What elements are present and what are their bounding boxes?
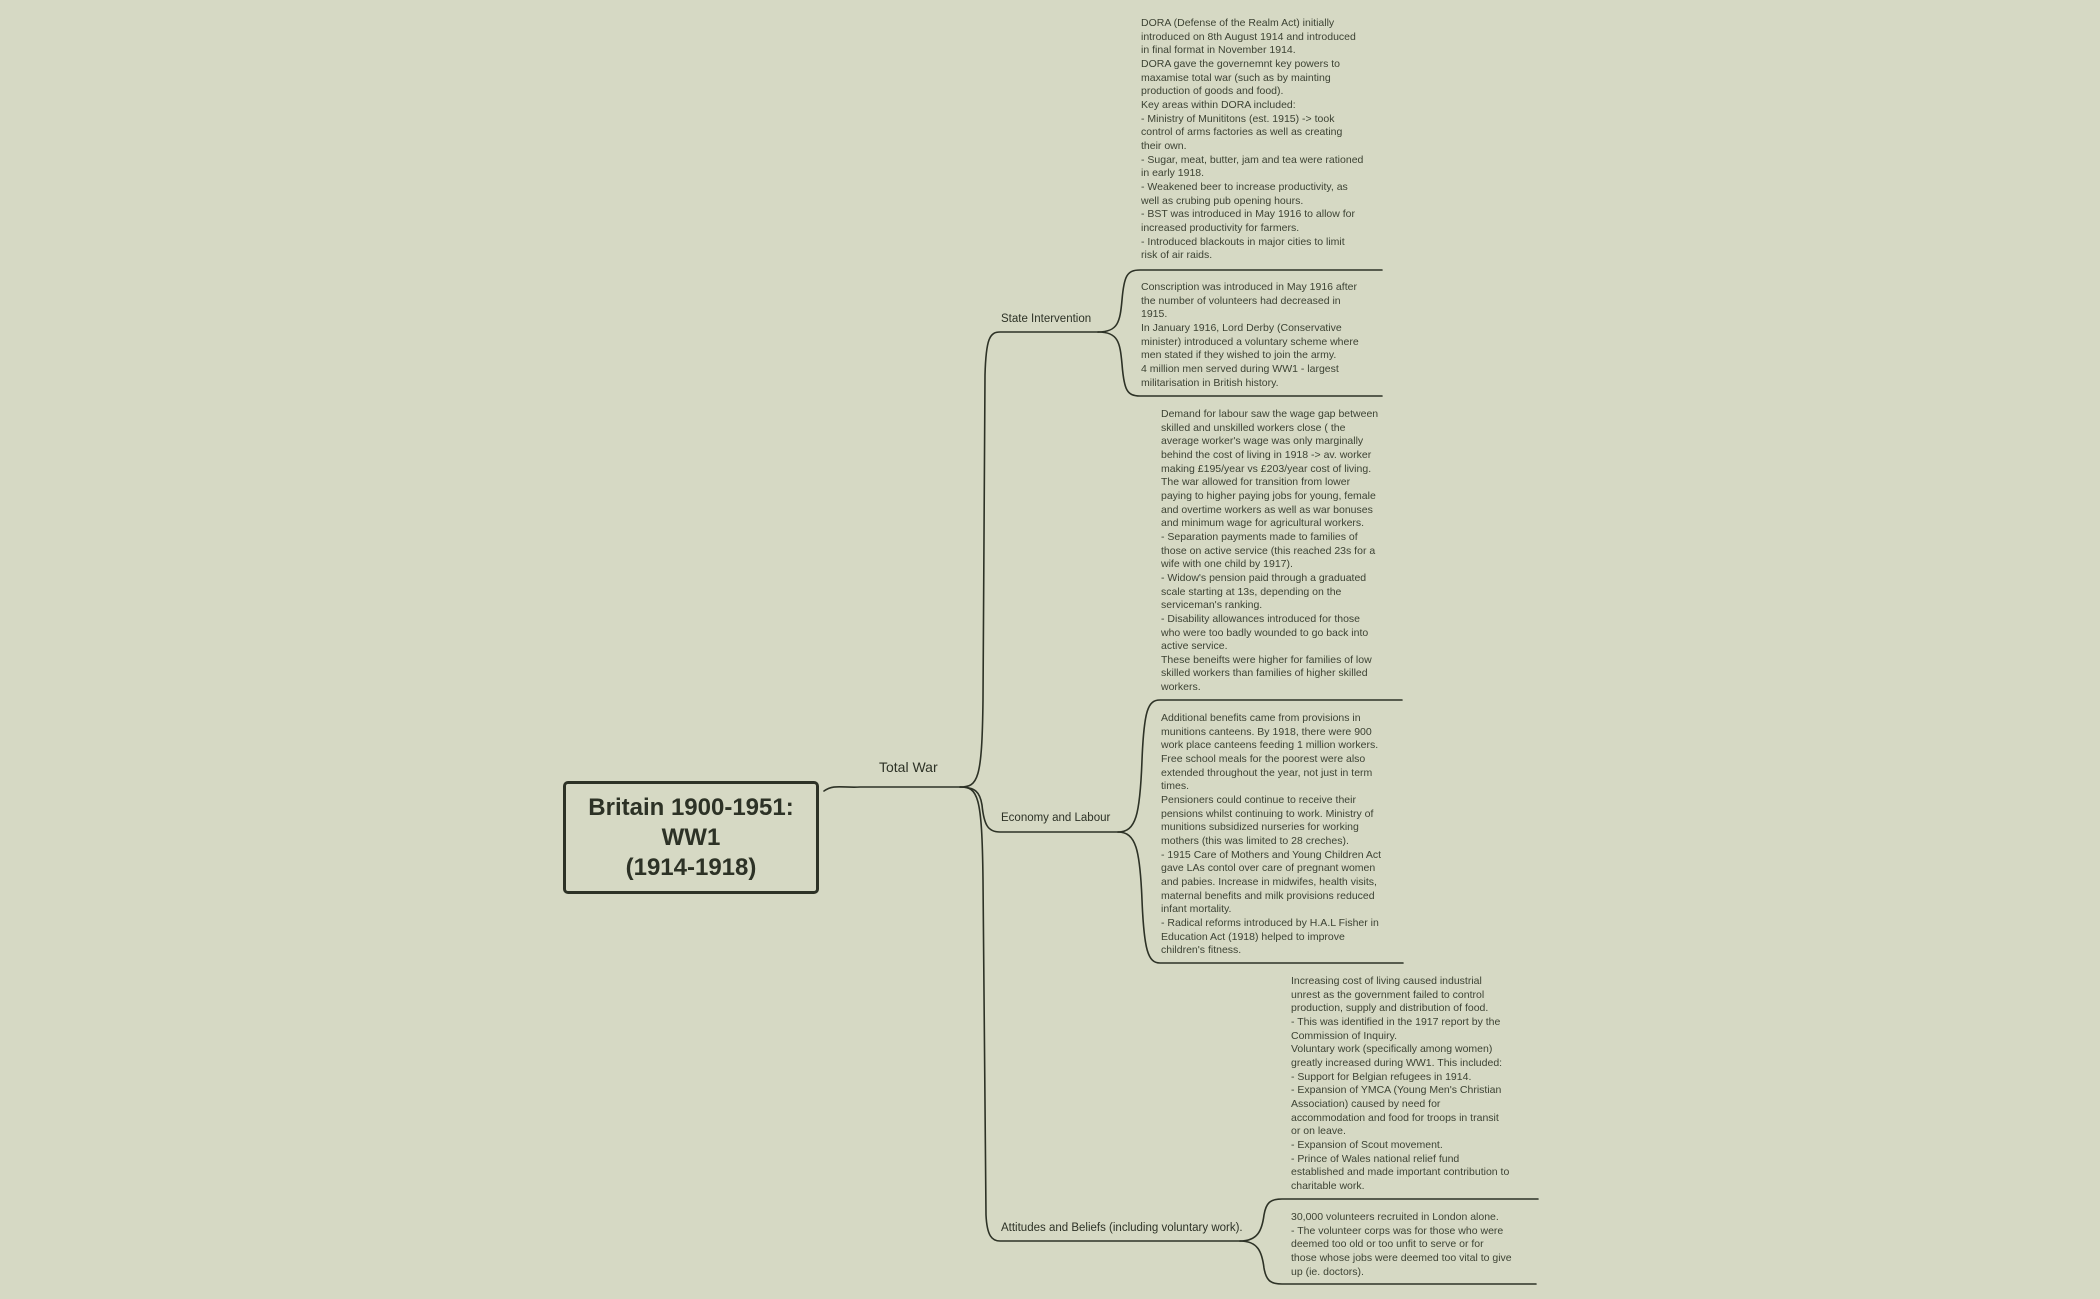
central-title: Britain 1900-1951: WW1 (1914-1918): [588, 793, 794, 881]
branch-economy-and-labour[interactable]: Economy and Labour: [1001, 812, 1111, 824]
central-topic[interactable]: [563, 781, 819, 894]
connector-main-economy: [960, 787, 1118, 832]
note-wage-gap[interactable]: Demand for labour saw the wage gap between skilled and unskilled workers close ( the average worker's wage was only marginally behind the cost of living in 1918 -> av. worker making £195/year vs £203/year cost of living. The war allowed for transition from lower paying to higher paying jobs for young, female and overtime workers as well as war bonuses and minimum wage for agricultural workers. - Separation payments made to families of those on active service (this reached 23s for a wife with one child by 1917). - Widow's pension paid through a graduated scale starting at 13s, depending on the serviceman's ranking. - Disability allowances introduced for those who were too badly wounded to go back into active service. These beneifts were higher for families of low skilled workers than families of higher skilled workers.: [1161, 408, 1379, 694]
note-volunteers[interactable]: 30,000 volunteers recruited in London alone. - The volunteer corps was for those who were deemed too old or too unfit to serve or for those whose jobs were deemed too vital to give up (ie. doctors).: [1291, 1211, 1512, 1278]
note-dora[interactable]: DORA (Defense of the Realm Act) initially introduced on 8th August 1914 and introduced in final format in November 1914. DORA gave the governemnt key powers to maxamise total war (such as by mainting production of goods and food). Key areas within DORA included: - Ministry of Munititons (est. 1915) -> took control of arms factories as well as creating their own. - Sugar, meat, butter, jam and tea were rationed in early 1918. - Weakened beer to increase productivity, as well as crubing pub opening hours. - BST was introduced in May 1916 to allow for increased productivity for farmers. - Introduced blackouts in major cities to limit risk of air raids.: [1141, 17, 1364, 262]
note-additional-benefits[interactable]: Additional benefits came from provisions in munitions canteens. By 1918, there were 900 work place canteens feeding 1 million workers. Free school meals for the poorest were also extended throughout the year, not just in term times. Pensioners could continue to receive their pensions whilst continuing to work. Ministry of munitions subsidized nurseries for working mothers (this was limited to 28 creches). - 1915 Care of Mothers and Young Children Act gave LAs contol over care of pregnant women and pabies. Increase in midwifes, health visits, maternal benefits and milk provisions reduced infant mortality. - Radical reforms introduced by H.A.L Fisher in Education Act (1918) helped to improve children's fitness.: [1161, 712, 1382, 957]
branch-state-intervention[interactable]: State Intervention: [1001, 313, 1092, 325]
note-conscription[interactable]: Conscription was introduced in May 1916 after the number of volunteers had decreased in 1915. In January 1916, Lord Derby (Conservative minister) introduced a voluntary scheme where men stated if they wished to join the army. 4 million men served during WW1 - largest militarisation in British history.: [1141, 281, 1359, 389]
connector-main-state: [960, 332, 1098, 787]
branch-attitudes-and-beliefs[interactable]: Attitudes and Beliefs (including voluntary work).: [1001, 1222, 1243, 1234]
connector-central-main: [824, 787, 960, 791]
main-topic-label[interactable]: Total War: [879, 759, 938, 775]
note-cost-of-living[interactable]: Increasing cost of living caused industrial unrest as the government failed to control production, supply and distribution of food. - This was identified in the 1917 report by the Commission of Inquiry. Voluntary work (specifically among women) greatly increased during WW1. This included: - Support for Belgian refugees in 1914. - Expansion of YMCA (Young Men's Christian Association) caused by need for accommodation and food for troops in transit or on leave. - Expansion of Scout movement. - Prince of Wales national relief fund established and made important contribution to charitable work.: [1291, 975, 1510, 1192]
